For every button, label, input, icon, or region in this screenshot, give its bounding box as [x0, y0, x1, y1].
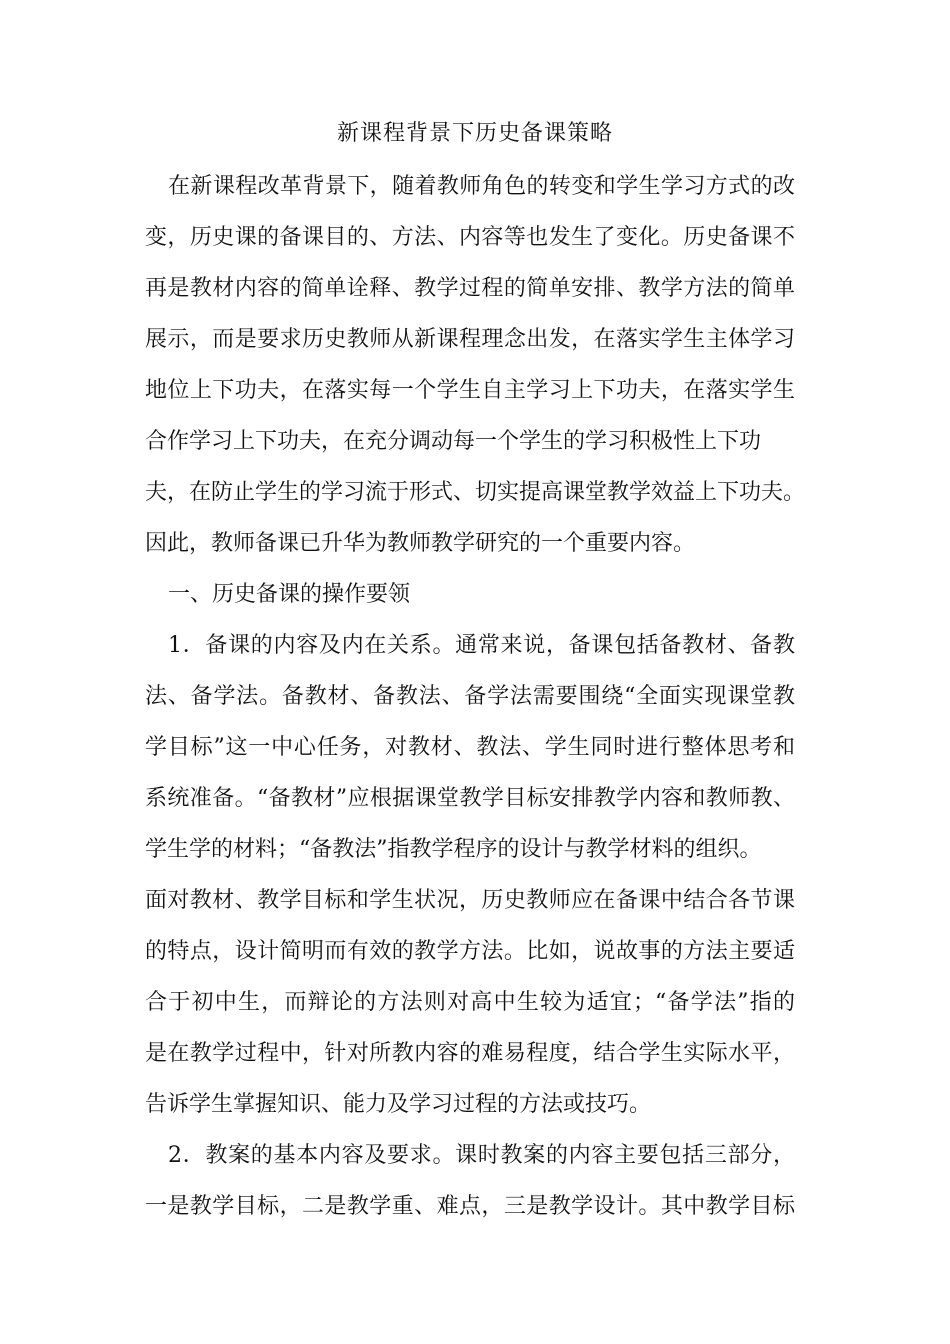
- text-line: 法、备学法。备教材、备教法、备学法需要围绕“全面实现课堂教: [145, 684, 795, 709]
- text-line: 的特点，设计简明而有效的教学方法。比如，说故事的方法主要适: [145, 939, 795, 964]
- text-line: 夫，在防止学生的学习流于形式、切实提高课堂教学效益上下功夫。: [145, 480, 806, 505]
- text-line: 面对教材、教学目标和学生状况，历史教师应在备课中结合各节课: [145, 888, 795, 913]
- text-line: 1．备课的内容及内在关系。通常来说，备课包括备教材、备教: [168, 633, 795, 658]
- document-title: 新课程背景下历史备课策略: [336, 121, 613, 146]
- text-line: 2．教案的基本内容及要求。课时教案的内容主要包括三部分，: [168, 1143, 795, 1168]
- text-line: 学目标”这一中心任务，对教材、教法、学生同时进行整体思考和: [145, 735, 795, 760]
- text-line: 告诉学生掌握知识、能力及学习过程的方法或技巧。: [145, 1092, 652, 1117]
- text-line: 变，历史课的备课目的、方法、内容等也发生了变化。历史备课不: [145, 225, 795, 250]
- text-line: 因此，教师备课已升华为教师教学研究的一个重要内容。: [145, 531, 696, 556]
- text-line: 在新课程改革背景下，随着教师角色的转变和学生学习方式的改: [168, 174, 795, 199]
- text-line: 学生学的材料；“备教法”指教学程序的设计与教学材料的组织。: [145, 837, 762, 862]
- text-line: 一是教学目标，二是教学重、难点，三是教学设计。其中教学目标: [145, 1194, 795, 1219]
- text-line: 是在教学过程中，针对所教内容的难易程度，结合学生实际水平，: [145, 1041, 795, 1066]
- text-line: 展示，而是要求历史教师从新课程理念出发，在落实学生主体学习: [145, 327, 795, 352]
- text-line: 合作学习上下功夫，在充分调动每一个学生的学习积极性上下功: [145, 429, 762, 454]
- text-line: 地位上下功夫，在落实每一个学生自主学习上下功夫，在落实学生: [145, 378, 795, 403]
- text-line: 再是教材内容的简单诠释、教学过程的简单安排、教学方法的简单: [145, 276, 795, 301]
- section-heading: 一、历史备课的操作要领: [168, 582, 411, 607]
- text-line: 合于初中生，而辩论的方法则对高中生较为适宜；“备学法”指的: [145, 990, 795, 1015]
- text-line: 系统准备。“备教材”应根据课堂教学目标安排教学内容和教师教、: [145, 786, 795, 811]
